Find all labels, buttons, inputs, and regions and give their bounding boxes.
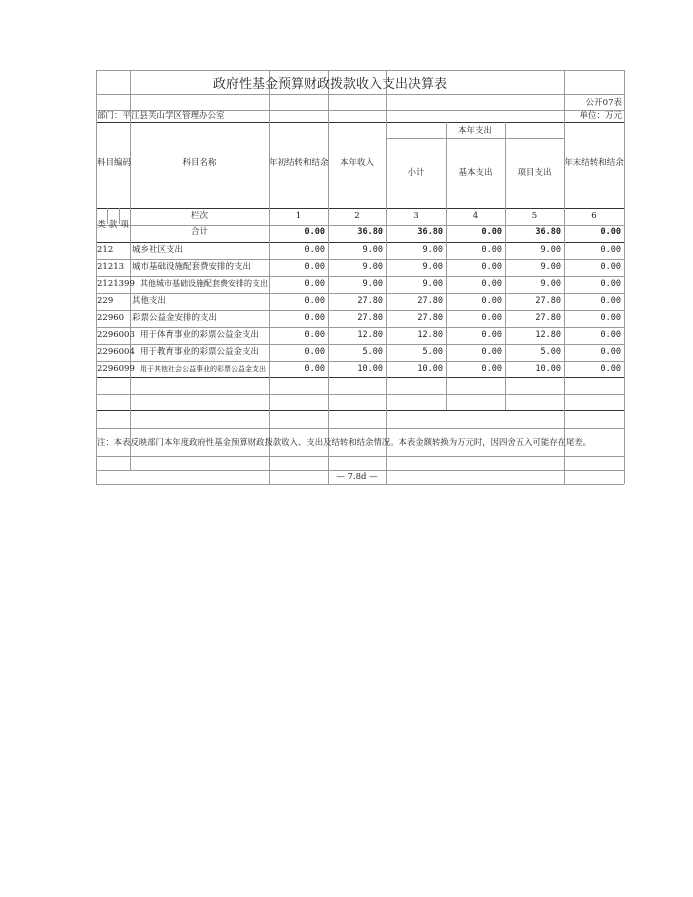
row-cell: 10.00 [417,364,443,374]
row-cell: 0.00 [481,364,502,374]
row-name: 用于体育事业的彩票公益金支出 [140,330,260,340]
row-cell: 9.00 [540,279,561,289]
page-number: — 7.8d — [336,472,378,482]
grid-line [96,428,624,429]
row-cell: 0.00 [304,313,325,323]
header-code: 科目编码 [97,158,132,168]
row-cell: 9.00 [422,262,443,272]
row-cell: 5.00 [422,347,443,357]
header-name: 科目名称 [182,158,217,168]
row-name: 彩票公益金安排的支出 [132,313,218,323]
grid-line [564,70,565,484]
col-num: 2 [354,211,360,221]
row-cell: 0.00 [304,296,325,306]
form-code: 公开07表 [585,98,622,108]
grid-line [96,327,624,328]
row-cell: 12.80 [417,330,443,340]
row-cell: 9.00 [422,245,443,255]
grid-line [328,70,329,484]
grid-line [96,470,624,471]
row-cell: 10.00 [357,364,383,374]
row-cell: 0.00 [600,245,621,255]
row-cell: 0.00 [600,279,621,289]
grid-line [96,122,624,123]
row-code: 2296004 [97,347,135,357]
row-cell: 9.00 [540,262,561,272]
col-num: 6 [591,211,597,221]
row-cell: 27.80 [357,313,383,323]
row-cell: 0.00 [481,296,502,306]
header-basic: 基本支出 [458,168,493,178]
col-num: 3 [413,211,419,221]
grid-line [96,377,624,378]
row-cell: 5.00 [540,347,561,357]
grid-line [96,293,624,294]
row-cell: 0.00 [481,245,502,255]
row-cell: 9.00 [362,279,383,289]
row-cell: 0.00 [481,313,502,323]
row-cell: 27.80 [535,296,561,306]
grid-line [96,344,624,345]
grid-line [96,410,624,411]
row-cell: 0.00 [304,262,325,272]
department-label: 部门：平江县芙山学区管理办公室 [97,111,225,121]
col-num: 1 [295,211,302,221]
row-name: 城乡社区支出 [132,245,184,255]
row-cell: 0.00 [304,364,325,374]
row-code: 212 [97,245,114,255]
row-code: 2296099 [97,364,135,374]
grid-line [624,70,625,484]
row-cell: 27.80 [357,296,383,306]
row-code: 229 [97,296,114,306]
row-cell: 27.80 [417,313,443,323]
row-cell: 12.80 [535,330,561,340]
row-name: 其他支出 [132,296,167,306]
total-cell: 0.00 [481,227,502,237]
row-cell: 0.00 [481,330,502,340]
grid-line [96,208,624,209]
row-cell: 0.00 [304,279,325,289]
row-cell: 27.80 [535,313,561,323]
row-cell: 0.00 [600,262,621,272]
row-cell: 0.00 [600,347,621,357]
row-cell: 10.00 [535,364,561,374]
total-label: 合计 [190,227,208,237]
row-name: 城市基础设施配套费安排的支出 [132,262,252,272]
row-cell: 0.00 [481,279,502,289]
total-cell: 36.80 [535,227,561,237]
row-name: 用于其他社会公益事业的彩票公益金支出 [140,365,266,373]
row-name: 用于教育事业的彩票公益金支出 [140,347,260,357]
row-cell: 0.00 [600,296,621,306]
header-kuan: 款 [108,220,118,230]
grid-line [96,484,624,485]
row-cell: 0.00 [600,313,621,323]
grid-line [269,70,270,484]
col-label: 栏次 [190,211,208,221]
row-cell: 9.00 [540,245,561,255]
grid-line [130,70,131,470]
table-note: 注：本表反映部门本年度政府性基金预算财政拨款收入、支出及结转和结余情况。本表金额转换为万元时，因四舍五入可能存在尾差。 [97,437,592,447]
row-cell: 12.80 [357,330,383,340]
row-code: 22960 [97,313,125,323]
row-name: 其他城市基础设施配套费安排的支出 [140,279,268,288]
grid-line [96,276,624,277]
row-cell: 0.00 [304,245,325,255]
col-num: 5 [531,211,538,221]
grid-line [96,259,624,260]
grid-line [96,361,624,362]
grid-line [96,394,624,395]
row-cell: 9.00 [422,279,443,289]
header-xiang: 项 [120,220,129,230]
row-cell: 0.00 [304,347,325,357]
row-cell: 0.00 [304,330,325,340]
grid-line [96,242,624,243]
total-cell: 0.00 [304,227,325,237]
unit-label: 单位：万元 [579,111,622,121]
col-num: 4 [472,211,479,221]
header-expense-group: 本年支出 [457,126,492,136]
budget-table-sheet [96,70,624,484]
header-project: 项目支出 [517,168,552,178]
grid-line [96,310,624,311]
total-cell: 36.80 [357,227,383,237]
row-cell: 0.00 [481,262,502,272]
total-cell: 36.80 [417,227,443,237]
row-cell: 0.00 [481,347,502,357]
row-cell: 9.00 [362,245,383,255]
table-title: 政府性基金预算财政拨款收入支出决算表 [212,77,447,92]
grid-line [96,70,97,484]
grid-line [96,70,624,71]
row-code: 21213 [97,262,125,272]
row-cell: 9.00 [362,262,383,272]
grid-line [96,456,624,457]
header-income: 本年收入 [339,158,374,168]
row-code: 2296003 [97,330,135,340]
header-begin: 年初结转和结余 [269,158,329,168]
row-cell: 27.80 [417,296,443,306]
row-cell: 5.00 [362,347,383,357]
row-code: 2121399 [97,279,135,289]
grid-line [386,138,564,139]
total-cell: 0.00 [600,227,621,237]
header-lei: 类 [97,220,106,230]
grid-line [96,94,624,95]
grid-line [96,225,624,226]
row-cell: 0.00 [600,364,621,374]
header-subtotal: 小计 [407,168,425,178]
row-cell: 0.00 [600,330,621,340]
header-end: 年末结转和结余 [564,158,624,168]
